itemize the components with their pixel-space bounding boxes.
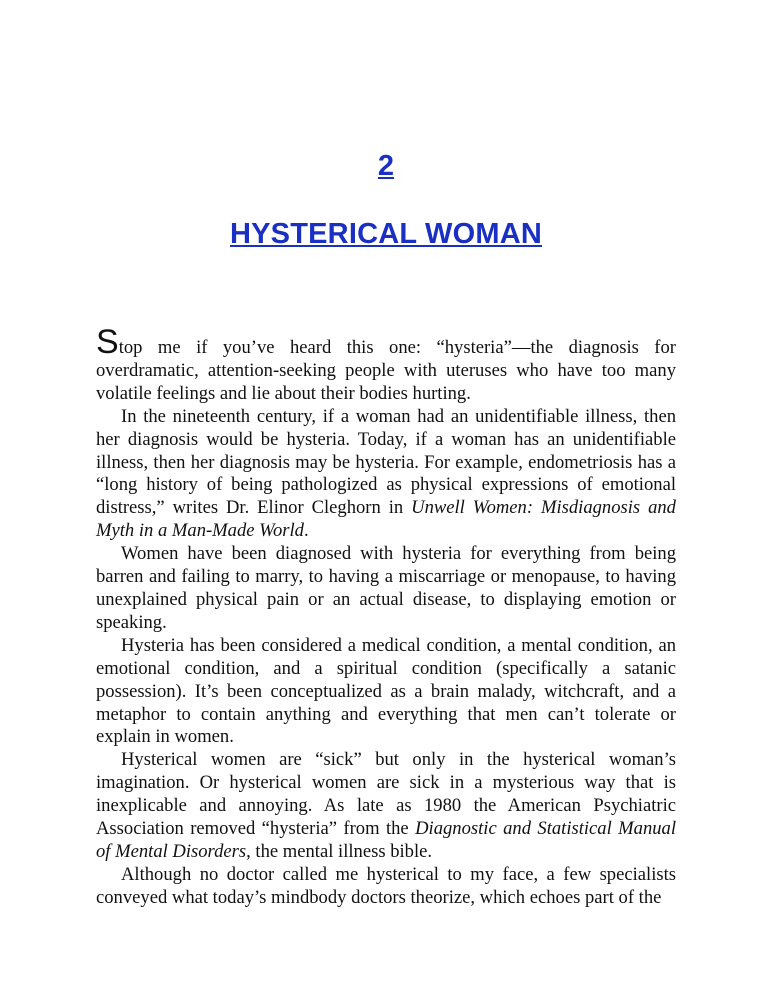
- paragraph-text: Although no doctor called me hysterical to my face, a few specialists conveyed what today’s mindbody doctors theorize, which echoes part of the: [96, 863, 676, 908]
- paragraph-5: [96, 749, 676, 864]
- paragraph-1: [96, 321, 676, 406]
- paragraph-text: In the nineteenth century, if a woman had an unidentifiable illness, then her diagnosis would be hysteria. Today, if a woman has an unidentifiable illness, then her diagnosis may be hysteria. For example, endometriosis has a “long history of being pathologized as physical expressions of emotional distress,” writes Dr. Elinor Cleghorn in: [96, 405, 676, 519]
- book-title-italic: Unwell Women: Misdiagnosis and Myth in a Man-Made World: [96, 497, 676, 542]
- drop-cap: S: [96, 323, 119, 361]
- chapter-body: [96, 321, 676, 910]
- paragraph-text: Hysterical women are “sick” but only in the hysterical woman’s imagination. Or hysterical women are sick in a mysterious way that is inexplicable and annoying. As late as 1980 the American Psychiatric Association removed “hysteria” from the: [96, 749, 676, 840]
- paragraph-text: Women have been diagnosed with hysteria for everything from being barren and failing to marry, to having a miscarriage or menopause, to having unexplained physical pain or an actual disease, to displaying emotion or speaking.: [96, 543, 676, 633]
- paragraph-6: [96, 864, 676, 910]
- paragraph-text: , the mental illness bible.: [246, 840, 433, 862]
- paragraph-text: Hysteria has been considered a medical condition, a mental condition, an emotional condition, and a spiritual condition (specifically a satanic possession). It’s been conceptualized as a brain malady, witchcraft, and a metaphor to contain anything and everything that men can’t tolerate or explain in women.: [96, 634, 676, 748]
- paragraph-3: [96, 543, 676, 635]
- chapter-title[interactable]: HYSTERICAL WOMAN: [230, 218, 542, 250]
- paragraph-text: .: [303, 520, 309, 542]
- paragraph-4: [96, 635, 676, 750]
- book-title-italic: Diagnostic and Statistical Manual of Mental Disorders: [96, 818, 677, 862]
- paragraph-text: top me if you’ve heard this one: “hysteria”—the diagnosis for overdramatic, attention-seeking people with uteruses who have too many volatile feelings and lie about their bodies hurting.: [96, 337, 676, 404]
- paragraph-2: [96, 406, 676, 543]
- chapter-number[interactable]: 2: [377, 150, 395, 182]
